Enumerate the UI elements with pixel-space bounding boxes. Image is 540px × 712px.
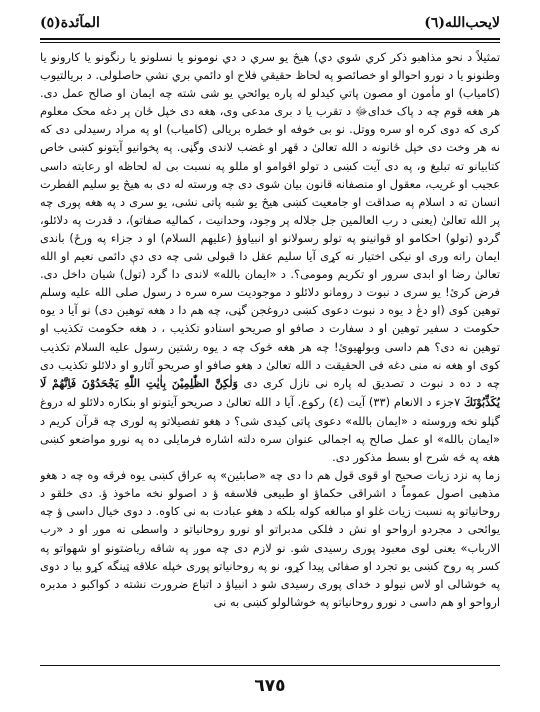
header-surah-title-left: المآئدة(٥) (40, 15, 100, 31)
page-header (40, 10, 500, 36)
paragraph-text: تمثيلاً د نحو مذاهبو ذكر كري شوي دي) هيڅ يو سري د دي نومونو يا نسلونو يا رنگونو يا كارونو يا وطنونو يا د نورو احوالو او خصائصو په لحاظ حقيقي فلاح او دائمي بري نشي حاصلولی. د بريالتيوب (كامياب) او مأمون او مصون پاتي كيدلو له پاره يوائحي يو شی شته چه ايمان او صالح عمل دی. هر هغه قوم چه د پاک خدایﷻ د تقرب یا د بری مدعی وی، هغه دی خپل ځان پر دغه محک معلوم كری كه دوی كره او سره ووتل. نو بی خوفه او خطره بريالی (كامياب) او په مراد رسيدلی دی كه نه هر وخت دی خپل ځانونه د الله تعالیٰ د قهر او غضب لاندی وگڼی. په پخوانيو آيتونو كښی خاص كتابيانو ته تبليغ و، په دی آيت كښی د تولو اقوامو او مللو په نسبت بی له لحاظه او رعايته داسی عجيب او غريب، معقول او منصفانه قانون بيان شوی دی چه ورسته له دی به هيڅ يو سليم الفطرت انسان ته د اسلام په صداقت او جامعيت كښی هيڅ يو شبه پاتی نشی، يو سری د په هغه پوری چه پر الله تعالیٰ (یعنی د رب العالمين جل جلاله پر وجود، وحدانيت ، كماليه صفاتو)، د قدرت په دلائلو، گردو (تولو) احكامو او قوانينو په تولو رسولانو او انبياوؤ (عليهم السلام) او د جزاء په ورځ) باندی ايمان رانه وری او نيكی اختيار نه كړی آيا سليم عقل دا قبولی شی چه دی دې دائمی نعيم او الله تعالیٰ رضا او ابدی سرور او تكريم ومومی؟. د «ايمان بالله» لاندی دا گرد (تول) شيان داخل دی. فرض كرئ! يو سری د نبوت د رومانو دلائلو د موجوديت سره سره د رسول صلی الله عليه وسلم توهين كوی (او دعٰ د يوه د نبوت دعوی كښی دروغجن گڼی، چه هم دا د هغه توهين دی) نو آيا د يوه حكومت د سفير توهين او د سفارت د صافو او صريحو اسنادو تكذيب ، د هغه حكومت تكذيب او توهين نه دی؟ هم داسی وبولهيوئ! چه هر هغه څوک چه د يوه رشتين رسول عليه السلام تكذيب كوی او هغه نه منی دغه فی الحقيقت د الله تعالیٰ د هغو صافو او صريحو آثارو او دلائلو تكذيب دی چه د ده د نبوت د تصديق له پاره نی نازل كری دی (40, 50, 500, 390)
header-rule-thick (40, 38, 500, 40)
body-text (40, 48, 500, 660)
header-rule-thin (40, 42, 500, 43)
paragraph (40, 48, 500, 466)
quran-verse-fragment: وَلٰكِنَّ الظّٰلِمِيْنَ بِاٰيٰتِ اللّٰهِ يَجْحَدُوْنَ فَاِنَّهُمْ لَا يُكَذِّبُوْنَكَ (40, 376, 500, 409)
paragraph-text: ٧جزء د الانعام (٣٣) آيت (٤) ركوع. آيا د الله تعالیٰ د صريحو آيتونو او بنكاره دلائلو له دروغ گڼلو نخه وروسته د «ايمان بالله» دعوی پاتی كيدی شی؟ د هغو تفصيلاتو په لوری چه قرآن كريم د «ايمان بالله» او عمل صالح په اجمالی عنوان سره دلته اشاره فرمايلی ده په نورو مواضعو كښی هغه په څه شرح او بسط مذكور دی. (40, 394, 500, 465)
paragraph-text: زما په نزد زيات صحيح او قوی قول هم دا دی چه «صابئين» په عراق كښی يوه فرقه وه چه د هغو مذهبی اصول عموماًً د اشراقی حكماؤ او طبيعی فلاسفه ؤ د اصولو نخه ماخوذ ؤ. دی خلقو د روحانياتو په نسبت زيات غلو او مبالغه كوله بلكه د هغو عبادت به نی كاوه. د دوی خيال داسی ؤ چه يوائحی د مجردو ارواحو او نش د فلكی مدبراتو او نورو روحانياتو د واسطی نه موږ او د «رب الارباب» یعنی لوی معبود پوری رسيدی شو. نو لازم دی چه موږ په شاقه رياضتونو او شهواتو په كسر په روح كښی يو تجرد او صفائی پيدا كړو، نو په روحانياتو پوری خپله علاقه ټينگه كړو بيا د دوی په خوشالی او لاس نيولو د خدای پوری رسيدی شو د انبياؤ د اتباع ضرورت نشته د كواكبو د مدبره ارواحو او هم داسی د نورو روحانياتو په خوشالولو كښی به نی (40, 468, 500, 609)
header-surah-title-right: لايحب‌الله(٦) (424, 15, 500, 31)
page-number: ٦٧٥ (254, 676, 286, 696)
paragraph (40, 466, 500, 611)
footer-rule (40, 665, 500, 666)
